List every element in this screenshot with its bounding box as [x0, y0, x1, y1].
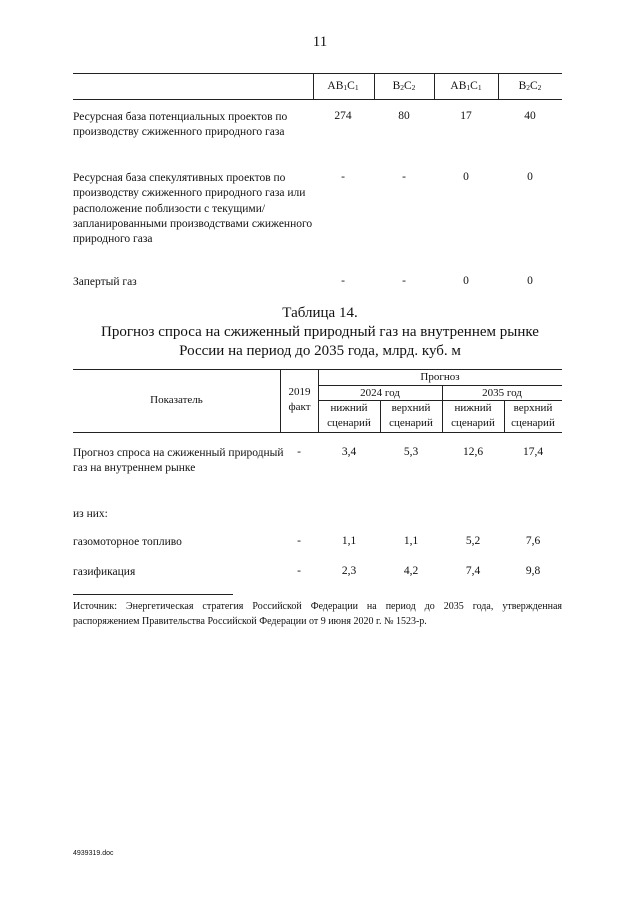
table-2-header-2019: 2019	[288, 386, 311, 398]
table-2-header-lower: нижний сценарий	[327, 402, 371, 429]
table-2-title-line-2: России на период до 2035 года, млрд. куб. м	[179, 343, 461, 359]
table-2-cell: 7,4	[465, 565, 481, 577]
table-1-col-header: $AB_1C_1$	[327, 80, 359, 92]
table-2-cell: 5,2	[465, 535, 481, 547]
table-2-cell: 1,1	[403, 535, 419, 547]
file-name-footer: 4939319.doc	[73, 850, 114, 857]
page-number: 11	[312, 34, 328, 50]
table-2-header-fact: факт	[288, 401, 311, 413]
table-2-header-2035: 2035 год	[482, 387, 522, 399]
table-2-number: Таблица 14.	[282, 305, 358, 321]
table-1-cell: 40	[524, 110, 536, 122]
table-2-header-2024: 2024 год	[360, 387, 400, 399]
table-2-cell: 1,1	[341, 535, 357, 547]
table-2-cell: 17,4	[522, 446, 544, 458]
table-1-col-header: $AB_1C_1$	[450, 80, 482, 92]
table-1-cell: 80	[398, 110, 410, 122]
table-2-title-line-1: Прогноз спроса на сжиженный природный газ на внутреннем рынке	[101, 324, 539, 340]
table-1-cell: 17	[460, 110, 472, 122]
table-1-cell: -	[341, 275, 345, 287]
table-1-header-rule	[73, 99, 562, 100]
source-note: Источник: Энергетическая стратегия Российской Федерации на период до 2035 года, утвержденная распоряжением Правительства Российской Федерации от 9 июня 2020 г. № 1523-р.	[73, 601, 562, 627]
table-2-cell: 4,2	[403, 565, 419, 577]
table-1-cell: -	[402, 275, 406, 287]
table-2-header-lower: нижний сценарий	[451, 402, 495, 429]
table-2-cell: 3,4	[341, 446, 357, 458]
table-2-row-label: газификация	[73, 566, 136, 578]
table-1-col-header: $B_2C_2$	[518, 80, 542, 92]
table-2-header-forecast: Прогноз	[420, 371, 460, 383]
table-2-header-upper: верхний сценарий	[389, 402, 433, 429]
footnote-rule	[73, 594, 233, 595]
table-1-row-label: Ресурсная база потенциальных проектов по производству сжиженного природного газа	[73, 111, 288, 139]
table-2-header-upper: верхний сценарий	[511, 402, 555, 429]
table-2-row-label: Прогноз спроса на сжиженный природный газ на внутреннем рынке	[73, 447, 284, 475]
table-1-row-label: Запертый газ	[73, 276, 137, 288]
table-1-cell: 0	[527, 171, 533, 183]
table-2-cell: -	[297, 565, 301, 577]
table-2-cell: 9,8	[525, 565, 541, 577]
table-2-cell: 2,3	[341, 565, 357, 577]
table-2-row-label: газомоторное топливо	[73, 536, 182, 548]
table-2-row-label: из них:	[73, 508, 108, 520]
table-1-cell: -	[341, 171, 345, 183]
table-2-cell: 5,3	[403, 446, 419, 458]
table-2-cell: 12,6	[462, 446, 484, 458]
table-2-header-rule	[73, 432, 562, 433]
table-1-cell: 0	[463, 275, 469, 287]
table-2-cell: -	[297, 535, 301, 547]
table-1-row-label: Ресурсная база спекулятивных проектов по производству сжиженного природного газа или расположение поблизости с текущими/запланированными производствами сжиженного природного газа	[73, 172, 313, 246]
table-1-top-rule	[73, 73, 562, 74]
table-2-cell: -	[297, 446, 301, 458]
table-1-cell: 0	[463, 171, 469, 183]
table-1-cell: 0	[527, 275, 533, 287]
table-1-col-header: $B_2C_2$	[392, 80, 416, 92]
table-1-cell: 274	[334, 110, 352, 122]
table-2-cell: 7,6	[525, 535, 541, 547]
table-1-cell: -	[402, 171, 406, 183]
table-2-header-indicator: Показатель	[150, 394, 203, 406]
